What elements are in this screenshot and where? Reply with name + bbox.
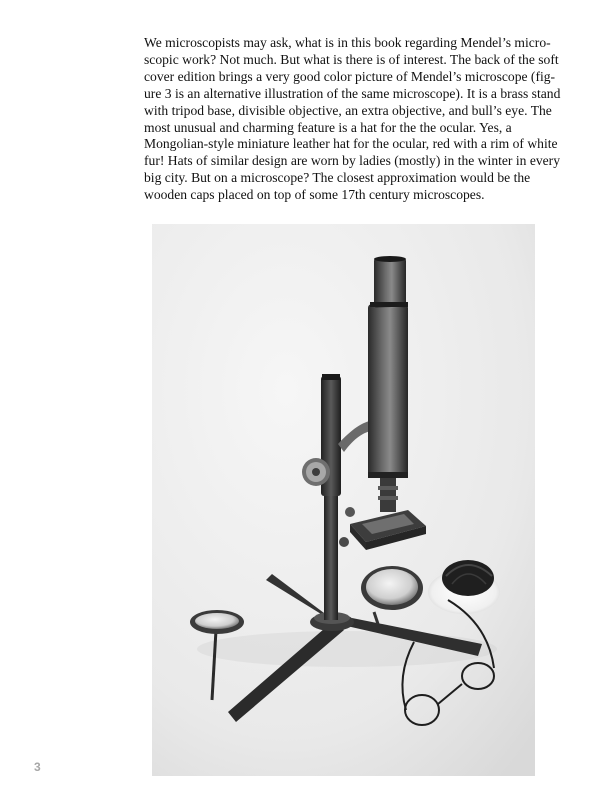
- body-tube: [368, 256, 408, 512]
- focus-knob: [302, 458, 330, 486]
- microscope-photo: [152, 224, 535, 776]
- photo-background: [152, 224, 535, 776]
- body-paragraph: We microscopists may ask, what is in this book regarding Mendel’s micro- scopic work? Not much. But what is there is of interest. The back of the soft cover edition brings a very good color picture of Mendel’s microscope (fig- ure 3 is an alternative illustration of the same microscope). It is a brass stand with tripod base, divisible objective, an extra objective, and bull’s eye. The most unusual and charming feature is a hat for the the ocular. Yes, a Mongolian-style miniature leather hat for the ocular, red with a rim of white fur! Hats of similar design are worn by ladies (mostly) in the winter in every big city. But on a microscope? The closest approximation would be the wooden caps placed on top of some 17th century microscopes.: [144, 35, 561, 203]
- page-number: 3: [34, 760, 41, 774]
